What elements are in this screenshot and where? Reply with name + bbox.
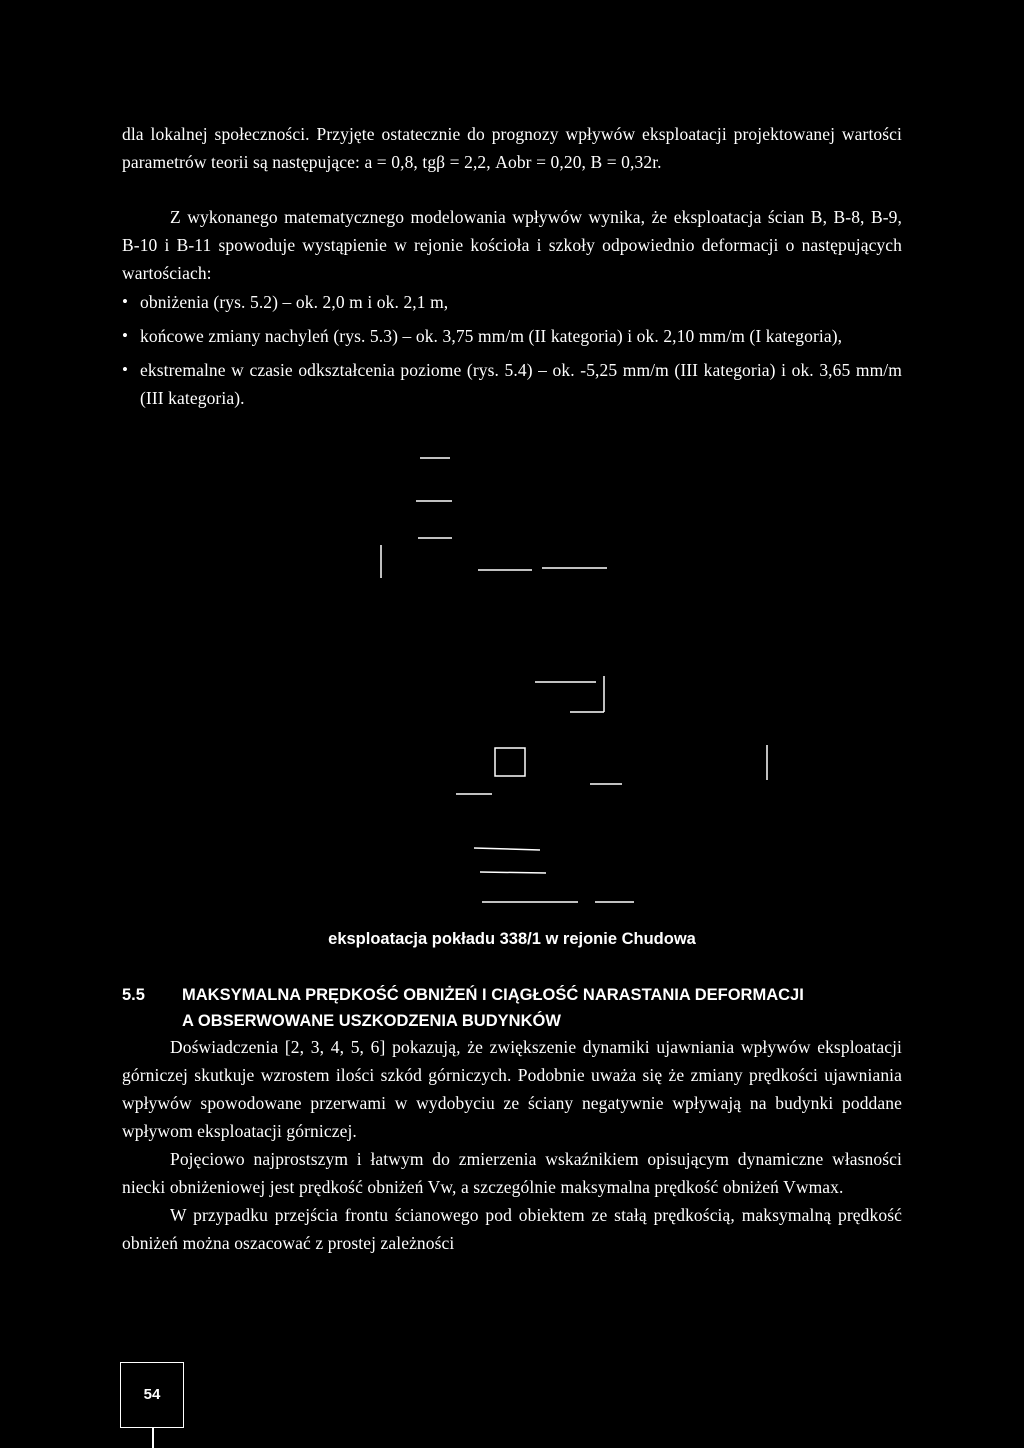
paragraph-intro (122, 120, 902, 176)
paragraph-modeling (122, 203, 902, 287)
section-title-line-2: A OBSERWOWANE USZKODZENIA BUDYNKÓW (182, 1012, 561, 1030)
list-item: • końcowe zmiany nachyleń (rys. 5.3) – ok. 3,75 mm/m (II kategoria) i ok. 2,10 mm/m (I kategoria), (122, 322, 902, 350)
figure-caption: eksploatacja pokładu 338/1 w rejonie Chudowa (328, 930, 696, 948)
paragraph-5: W przypadku przejścia frontu ścianowego pod obiektem ze stałą prędkością, maksymalną prędkość obniżeń można oszacować z prostej zależności (122, 1205, 902, 1253)
paragraph-4: Pojęciowo najprostszym i łatwym do zmierzenia wskaźnikiem opisującym dynamiczne własności niecki obniżeniowej jest prędkość obniżeń Vw, a szczególnie maksymalna prędkość obniżeń Vwmax. (122, 1149, 902, 1197)
page-number-box (120, 1362, 184, 1428)
list-item: • obniżenia (rys. 5.2) – ok. 2,0 m i ok. 2,1 m, (122, 288, 902, 316)
page-number-rule (152, 1428, 154, 1448)
section-body (122, 1033, 902, 1257)
paragraph-1: dla lokalnej społeczności. Przyjęte ostatecznie do prognozy wpływów eksploatacji projektowanej wartości parametrów teorii są następujące: a = 0,8, tgβ = 2,2, Aobr = 0,20, B = 0,32r. (122, 124, 902, 172)
deformation-list (122, 288, 902, 418)
list-item: • ekstremalne w czasie odkształcenia poziome (rys. 5.4) – ok. -5,25 mm/m (III kategoria) i ok. 3,65 mm/m (III kategoria). (122, 356, 902, 412)
paragraph-3: Doświadczenia [2, 3, 4, 5, 6] pokazują, że zwiększenie dynamiki ujawniania wpływów eksploatacji górniczej skutkuje wzrostem ilości szkód górniczych. Podobnie uważa się że zmiany prędkości ujawniania wpływów spowodowane przerwami w wydobyciu ze ściany negatywnie wpływają na budynki poddane wpływom eksploatacji górniczej. (122, 1037, 902, 1141)
section-number: 5.5 (122, 986, 145, 1004)
page-number: 54 (143, 1386, 161, 1403)
section-heading (122, 982, 912, 1034)
section-title-line-1: MAKSYMALNA PRĘDKOŚĆ OBNIŻEŃ I CIĄGŁOŚĆ NARASTANIA DEFORMACJI (182, 986, 804, 1004)
paragraph-2: Z wykonanego matematycznego modelowania wpływów wynika, że eksploatacja ścian B, B-8, B-9, B-10 i B-11 spowoduje wystąpienie w rejonie kościoła i szkoły odpowiednio deformacji o następujących wartościach: (122, 207, 902, 283)
